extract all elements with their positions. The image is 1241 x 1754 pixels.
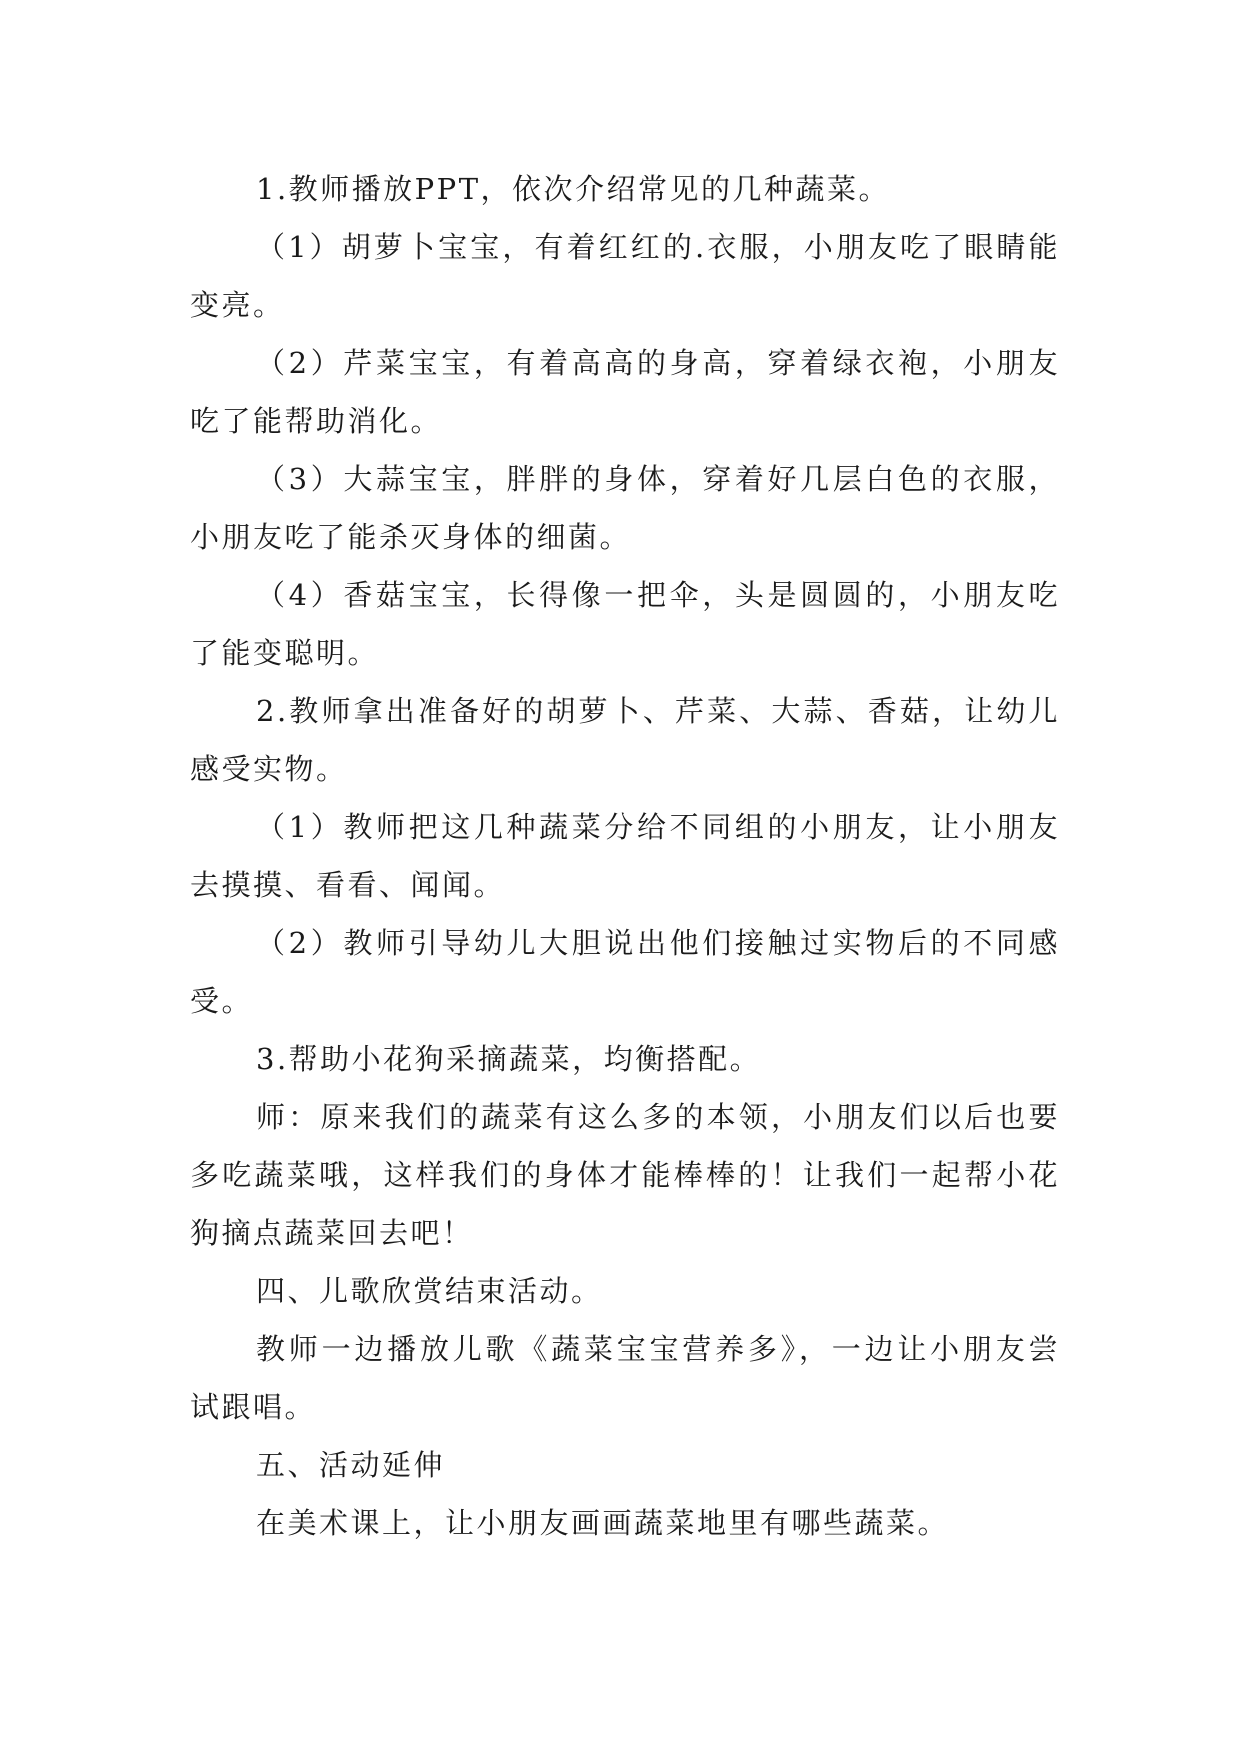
paragraph-song: 教师一边播放儿歌《蔬菜宝宝营养多》，一边让小朋友尝试跟唱。 (190, 1332, 1060, 1424)
paragraph-celery: （2）芹菜宝宝，有着高高的身高，穿着绿衣袍，小朋友吃了能帮助消化。 (190, 346, 1060, 438)
paragraph-carrot: （1）胡萝卜宝宝，有着红红的.衣服，小朋友吃了眼睛能变亮。 (190, 230, 1060, 322)
paragraph-teacher-speech: 师：原来我们的蔬菜有这么多的本领，小朋友们以后也要多吃蔬菜哦，这样我们的身体才能棒棒的！让我们一起帮小花狗摘点蔬菜回去吧！ (190, 1100, 1060, 1250)
section-heading-5: 五、活动延伸 (256, 1448, 446, 1482)
document-body (190, 160, 1060, 1552)
paragraph-step-2-1: （1）教师把这几种蔬菜分给不同组的小朋友，让小朋友去摸摸、看看、闻闻。 (190, 810, 1060, 902)
paragraph-step-1: 1.教师播放PPT，依次介绍常见的几种蔬菜。 (256, 172, 891, 206)
paragraph-step-2-2: （2）教师引导幼儿大胆说出他们接触过实物后的不同感受。 (190, 926, 1060, 1018)
paragraph-step-2: 2.教师拿出准备好的胡萝卜、芹菜、大蒜、香菇，让幼儿感受实物。 (190, 694, 1060, 786)
paragraph-extension: 在美术课上，让小朋友画画蔬菜地里有哪些蔬菜。 (256, 1506, 950, 1540)
paragraph-step-3: 3.帮助小花狗采摘蔬菜，均衡搭配。 (256, 1042, 762, 1076)
paragraph-mushroom: （4）香菇宝宝，长得像一把伞，头是圆圆的，小朋友吃了能变聪明。 (190, 578, 1060, 670)
section-heading-4: 四、儿歌欣赏结束活动。 (256, 1274, 603, 1308)
paragraph-garlic: （3）大蒜宝宝，胖胖的身体，穿着好几层白色的衣服，小朋友吃了能杀灭身体的细菌。 (190, 462, 1060, 554)
